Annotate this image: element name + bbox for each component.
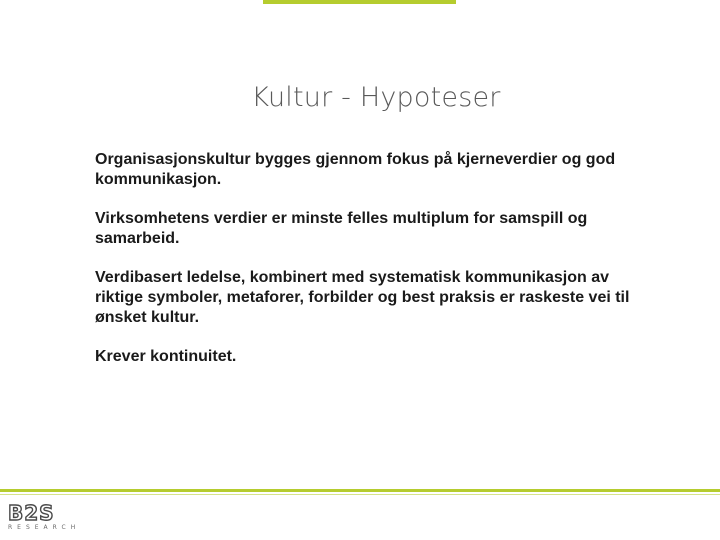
footer-accent-rule bbox=[0, 489, 720, 492]
b2s-research-logo bbox=[8, 501, 81, 536]
body-paragraph-2: Virksomhetens verdier er minste felles multiplum for samspill og samarbeid. bbox=[95, 210, 588, 247]
slide-body bbox=[95, 150, 655, 386]
body-paragraph-3: Verdibasert ledelse, kombinert med systematisk kommunikasjon av riktige symboler, metaforer, forbilder og best praksis er raskeste vei til ønsket kultur. bbox=[95, 269, 630, 326]
body-paragraph-1: Organisasjonskultur bygges gjennom fokus på kjerneverdier og god kommunikasjon. bbox=[95, 151, 616, 188]
body-paragraph-4: Krever kontinuitet. bbox=[95, 348, 237, 365]
logo-subtitle: RESEARCH bbox=[8, 524, 81, 531]
slide-title: Kultur - Hypoteser bbox=[251, 82, 501, 113]
footer-accent-thin-rule bbox=[0, 494, 720, 495]
top-accent-bar bbox=[263, 0, 456, 4]
logo-mark: B2S bbox=[8, 501, 55, 525]
